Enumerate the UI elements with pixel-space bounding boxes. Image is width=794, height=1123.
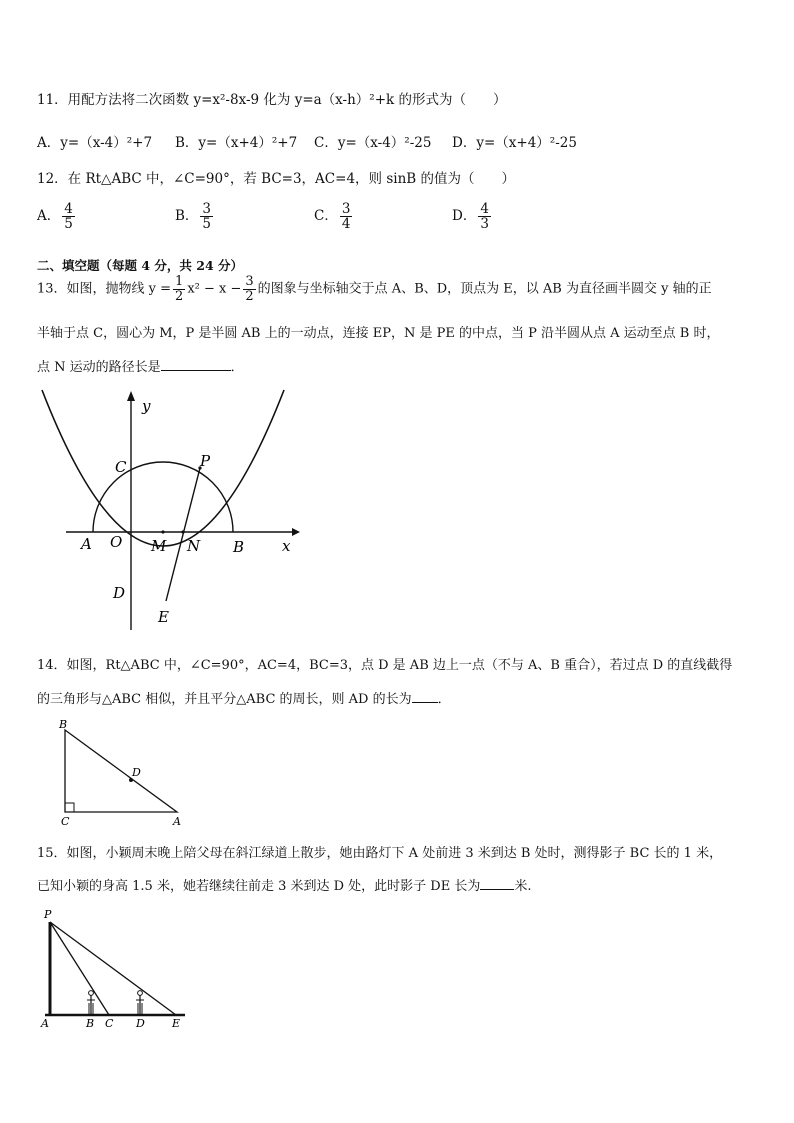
point-m xyxy=(161,530,164,533)
person-at-d-icon xyxy=(136,991,144,1015)
label-m: M xyxy=(151,537,167,555)
q14-answer-blank xyxy=(412,702,438,703)
label-y: y xyxy=(142,397,151,415)
q13-answer-blank xyxy=(161,370,231,371)
y-axis-arrow-icon xyxy=(127,391,135,401)
q14-line1: 14．如图，Rt△ABC 中，∠C=90°，AC=4，BC=3，点 D 是 AB 边上一点（不与 A、B 重合），若过点 D 的直线截得 xyxy=(37,658,733,673)
triangle-abc xyxy=(65,730,177,812)
person-at-b-icon xyxy=(87,991,95,1015)
q13-line3: 点 N 运动的路径长是 ． xyxy=(37,360,244,375)
q12-stem: 12．在 Rt△ABC 中，∠C=90°，若 BC=3，AC=4，则 sinB 的值为（ ） xyxy=(37,171,515,187)
q15-line1: 15．如图，小颖周末晚上陪父母在斜江绿道上散步，她由路灯下 A 处前进 3 米到达 B 处时，测得影子 BC 长的 1 米， xyxy=(37,846,723,861)
label-e: E xyxy=(172,1017,181,1030)
q11-option-b: B．y=（x+4）²+7 xyxy=(175,135,298,151)
q11-option-a: A．y=（x-4）²+7 xyxy=(37,135,153,151)
q15-figure xyxy=(35,905,195,1030)
label-a: A xyxy=(81,535,92,553)
label-b: B xyxy=(233,538,245,556)
q11-stem: 11．用配方法将二次函数 y=x²-8x-9 化为 y=a（x-h）²+k 的形式为（ ） xyxy=(37,92,507,108)
q13-line1: 13．如图，抛物线 y = $\frac{1}{2}$ x² − x − $\frac{3}{2}$ 的图象与坐标轴交于点 A、B、D，顶点为 E，以 AB 为直径画半圆交 y 轴的正 xyxy=(37,274,712,304)
right-angle-mark xyxy=(65,803,74,812)
q14-figure xyxy=(55,715,190,830)
q11-option-d: D．y=（x+4）²-25 xyxy=(452,135,577,151)
q12-option-a: A． $\frac{4}{5}$ xyxy=(37,201,73,233)
light-ray-pc xyxy=(50,922,109,1015)
label-d: D xyxy=(113,584,126,602)
parabola-curve xyxy=(42,390,284,546)
q13-line2: 半轴于点 C，圆心为 M，P 是半圆 AB 上的一动点，连接 EP，N 是 PE 的中点，当 P 沿半圆从点 A 运动至点 B 时， xyxy=(37,326,720,341)
q12-option-c: C． $\frac{3}{4}$ xyxy=(314,201,351,233)
label-p: P xyxy=(200,452,211,470)
q11-option-c: C．y=（x-4）²-25 xyxy=(314,135,432,151)
q15-answer-blank xyxy=(480,889,514,890)
q13-figure xyxy=(30,385,310,635)
label-o: O xyxy=(110,533,123,551)
label-a: A xyxy=(173,815,181,828)
label-b: B xyxy=(86,1017,95,1030)
q12-option-b: B． $\frac{3}{5}$ xyxy=(175,201,212,233)
label-e: E xyxy=(158,608,169,626)
label-x: x xyxy=(282,537,291,555)
q14-line2: 的三角形与△ABC 相似，并且平分△ABC 的周长，则 AD 的长为 ． xyxy=(37,692,451,707)
label-p: P xyxy=(44,908,52,921)
label-n: N xyxy=(187,537,201,555)
label-d: D xyxy=(132,766,141,779)
label-c: C xyxy=(105,1017,114,1030)
label-c: C xyxy=(61,815,70,828)
x-axis-arrow-icon xyxy=(292,528,300,536)
label-d: D xyxy=(136,1017,145,1030)
light-ray-pe xyxy=(50,922,176,1015)
label-b: B xyxy=(59,718,68,731)
q15-line2: 已知小颖的身高 1.5 米，她若继续往前走 3 米到达 D 处，此时影子 DE 长为 米. xyxy=(37,879,532,894)
point-n xyxy=(181,530,184,533)
label-a: A xyxy=(41,1017,49,1030)
q12-option-d: D． $\frac{4}{3}$ xyxy=(452,201,489,233)
section-heading: 二、填空题（每题 4 分，共 24 分） xyxy=(37,258,244,273)
label-c: C xyxy=(115,458,127,476)
